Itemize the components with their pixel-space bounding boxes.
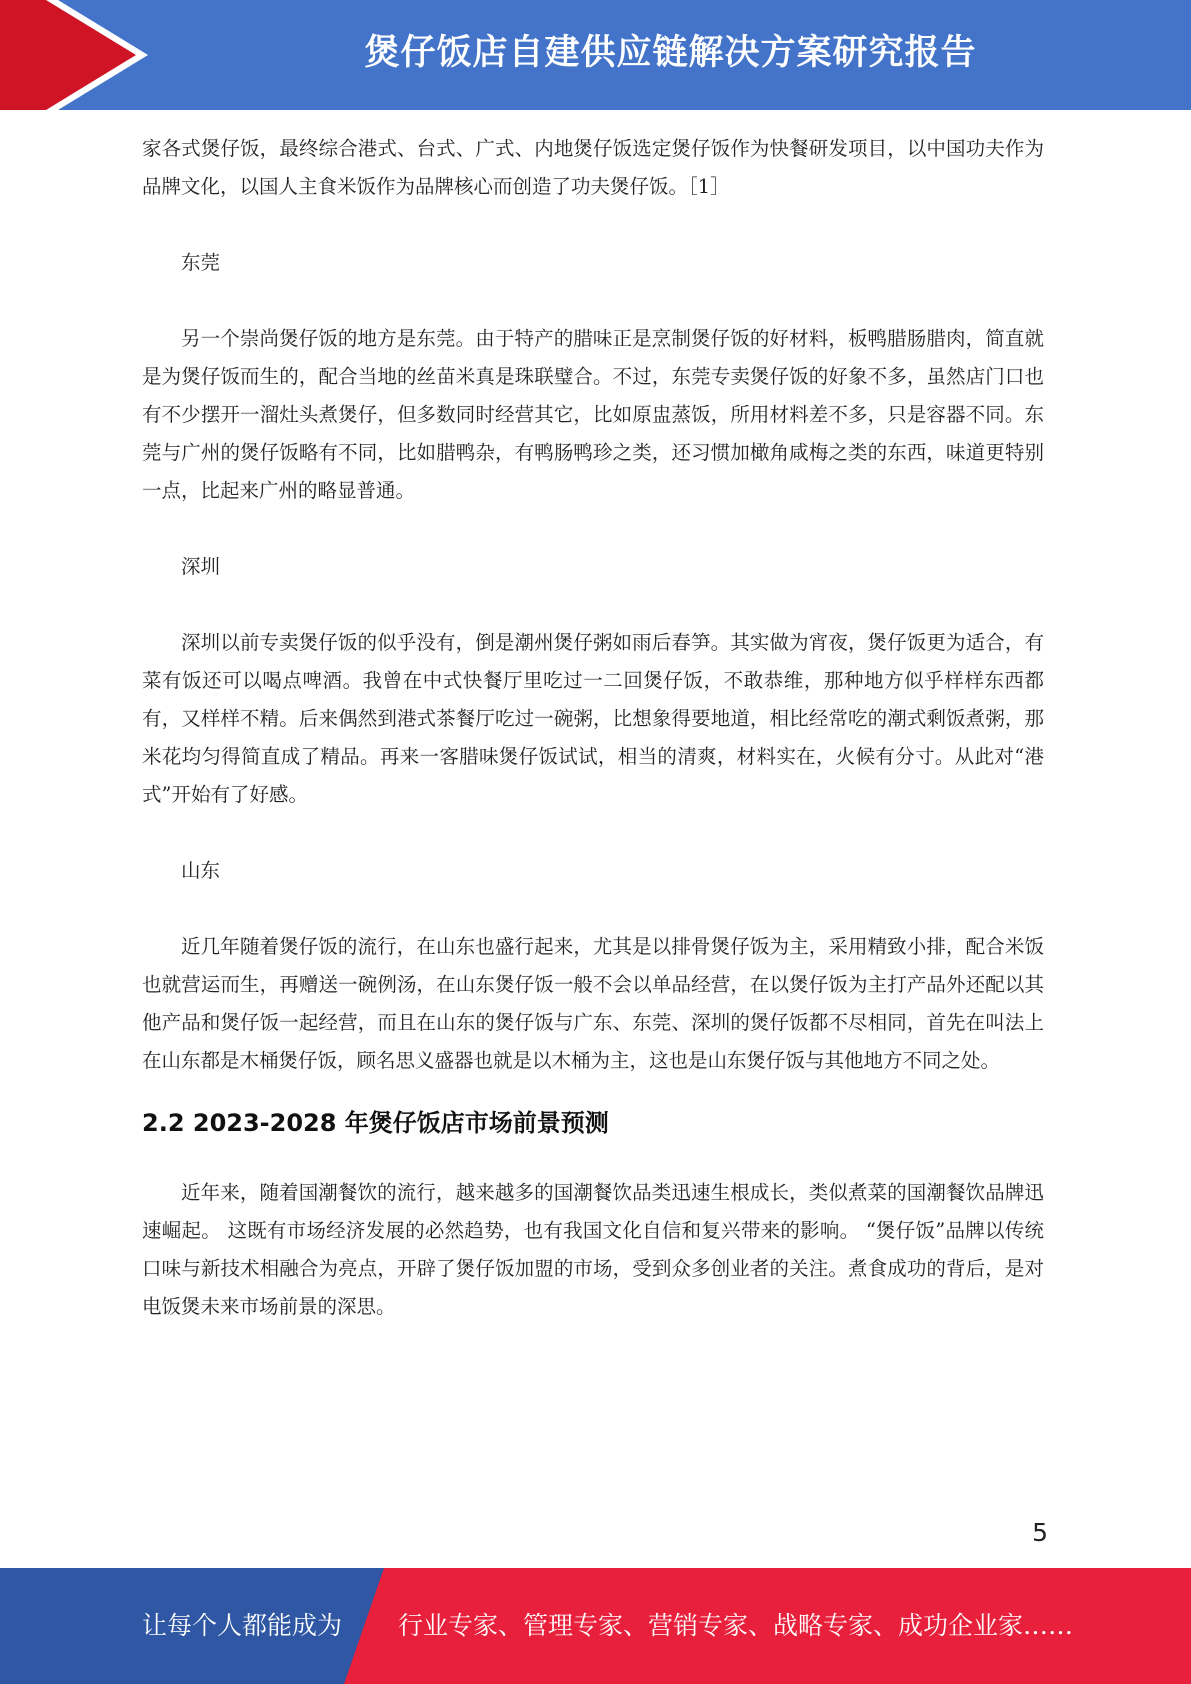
footer-slogan-right: 行业专家、管理专家、营销专家、战略专家、成功企业家…… xyxy=(398,1611,1074,1640)
paragraph-shandong: 近几年随着煲仔饭的流行，在山东也盛行起来，尤其是以排骨煲仔饭为主，采用精致小排，配合米饭也就营运而生，再赠送一碗例汤，在山东煲仔饭一般不会以单品经营，在以煲仔饭为主打产品外还配以其他产品和煲仔饭一起经营，而且在山东的煲仔饭与广东、东莞、深圳的煲仔饭都不尽相同，首先在叫法上在山东都是木桶煲仔饭，顾名思义盛器也就是以木桶为主，这也是山东煲仔饭与其他地方不同之处。 xyxy=(142,935,1044,1072)
paragraph-forecast: 近年来，随着国潮餐饮的流行，越来越多的国潮餐饮品类迅速生根成长，类似煮菜的国潮餐饮品牌迅速崛起。 这既有市场经济发展的必然趋势，也有我国文化自信和复兴带来的影响。 “煲仔饭”品牌以传统口味与新技术相融合为亮点，开辟了煲仔饭加盟的市场，受到众多创业者的关注。煮食成功的背后，是对电饭煲未来市场前景的深思。 xyxy=(142,1181,1044,1318)
footer-slogan-left: 让每个人都能成为 xyxy=(142,1611,343,1640)
section-heading: 2.2 2023-2028 年煲仔饭店市场前景预测 xyxy=(142,1109,609,1137)
spacer xyxy=(142,890,1044,928)
paragraph-shenzhen: 深圳以前专卖煲仔饭的似乎没有，倒是潮州煲仔粥如雨后春笋。其实做为宵夜，煲仔饭更为适合，有菜有饭还可以喝点啤酒。我曾在中式快餐厅里吃过一二回煲仔饭，不敢恭维，那种地方似乎样样东西都有，又样样不精。后来偶然到港式茶餐厅吃过一碗粥，比想象得要地道，相比经常吃的潮式剩饭煮粥，那米花均匀得简直成了精品。再来一客腊味煲仔饭试试，相当的清爽，材料实在，火候有分寸。从此对“港式”开始有了好感。 xyxy=(142,631,1044,806)
spacer xyxy=(142,282,1044,320)
paragraph-dongguan: 另一个崇尚煲仔饭的地方是东莞。由于特产的腊味正是烹制煲仔饭的好材料，板鸭腊肠腊肉，简直就是为煲仔饭而生的，配合当地的丝苗米真是珠联璧合。不过，东莞专卖煲仔饭的好象不多，虽然店门口也有不少摆开一溜灶头煮煲仔，但多数同时经营其它，比如原盅蒸饭，所用材料差不多，只是容器不同。东莞与广州的煲仔饭略有不同，比如腊鸭杂，有鸭肠鸭珍之类，还习惯加橄角咸梅之类的东西，味道更特别一点，比起来广州的略显普通。 xyxy=(142,327,1044,502)
page-number: 5 xyxy=(1032,1518,1048,1547)
document-body xyxy=(142,130,1044,1326)
spacer xyxy=(142,814,1044,852)
paragraph-continued: 家各式煲仔饭，最终综合港式、台式、广式、内地煲仔饭选定煲仔饭作为快餐研发项目，以中国功夫作为品牌文化，以国人主食米饭作为品牌核心而创造了功夫煲仔饭。［1］ xyxy=(142,137,1044,198)
subheading-shenzhen: 深圳 xyxy=(181,555,221,578)
header-red-arrow-graphic xyxy=(0,0,160,110)
report-title: 煲仔饭店自建供应链解决方案研究报告 xyxy=(364,33,977,73)
page-header xyxy=(0,0,1191,110)
page-footer xyxy=(0,1568,1191,1684)
spacer xyxy=(142,586,1044,624)
spacer xyxy=(142,206,1044,244)
spacer xyxy=(142,510,1044,548)
subheading-dongguan: 东莞 xyxy=(181,251,221,274)
subheading-shandong: 山东 xyxy=(181,859,221,882)
